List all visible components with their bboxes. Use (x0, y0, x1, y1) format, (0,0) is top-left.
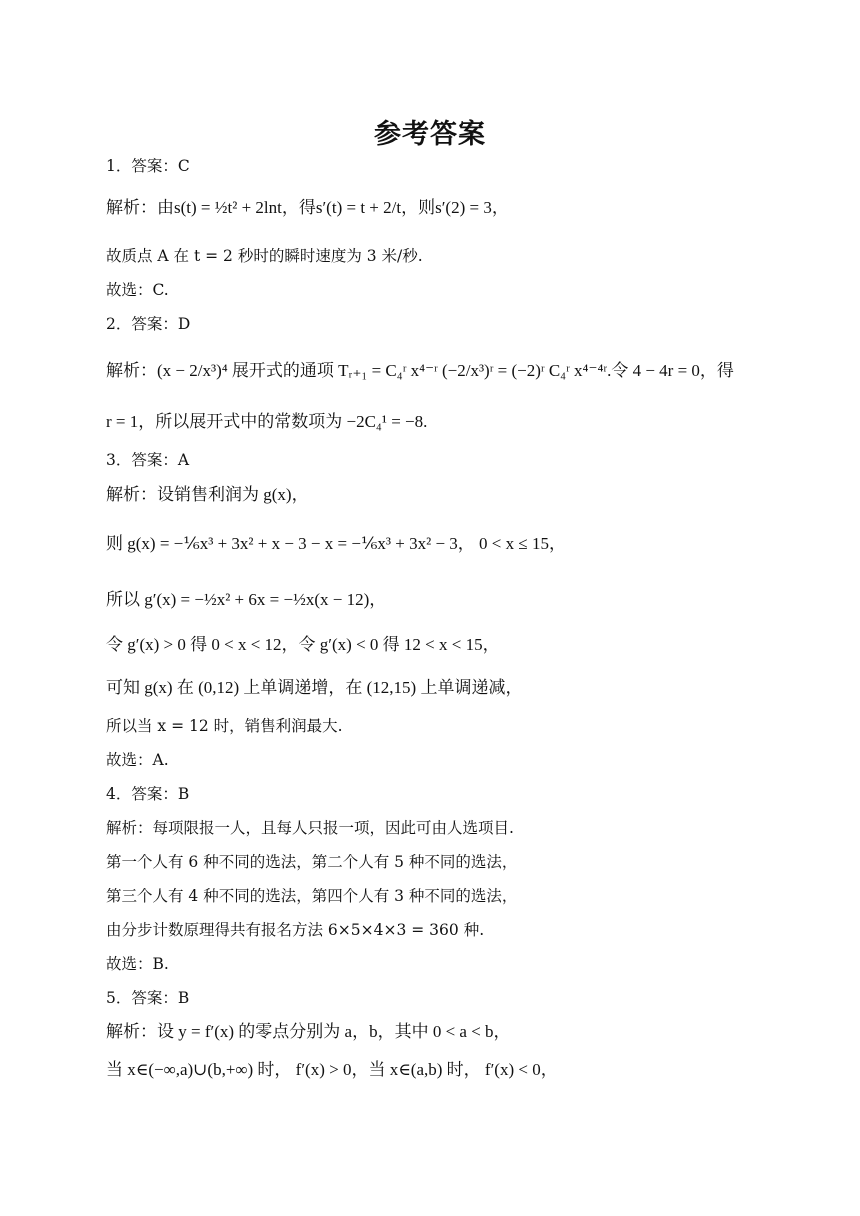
solution-4-line-1: 解析：每项限报一人，且每人只报一项，因此可由人选项目. (106, 819, 514, 837)
answer-5-label: 5．答案：B (106, 989, 190, 1007)
solution-2-line-2: r = 1，所以展开式中的常数项为 −2C₄¹ = −8. (106, 412, 428, 431)
solution-4-choice: 故选：B. (106, 955, 169, 973)
solution-1-line-1: 解析：由s(t) = ½t² + 2lnt，得s′(t) = t + 2/t，则s′(2) = 3， (106, 198, 509, 217)
solution-3-line-3: 所以 g′(x) = −½x² + 6x = −½x(x − 12)， (106, 590, 387, 609)
solution-3-choice: 故选：A. (106, 751, 169, 769)
solution-1-choice: 故选：C. (106, 281, 169, 299)
solution-3-line-6: 所以当 x = 12 时，销售利润最大. (106, 717, 343, 735)
solution-3-line-4: 令 g′(x) > 0 得 0 < x < 12，令 g′(x) < 0 得 12 < x < 15， (106, 635, 500, 654)
solution-2-line-1: 解析：(x − 2/x³)⁴ 展开式的通项 Tᵣ₊₁ = C₄ʳ x⁴⁻ʳ (−2/x³)ʳ = (−2)ʳ C₄ʳ x⁴⁻⁴ʳ.令 4 − 4r = 0，得 (106, 361, 734, 380)
page-title: 参考答案 (374, 119, 486, 150)
solution-5-line-2: 当 x∈(−∞,a)∪(b,+∞) 时， f′(x) > 0，当 x∈(a,b) 时， f′(x) < 0， (106, 1060, 558, 1079)
solution-1-line-2: 故质点 A 在 t = 2 秒时的瞬时速度为 3 米/秒. (106, 247, 423, 265)
answer-2-label: 2．答案：D (106, 315, 191, 333)
solution-4-line-2: 第一个人有 6 种不同的选法，第二个人有 5 种不同的选法， (106, 853, 518, 871)
solution-4-line-4: 由分步计数原理得共有报名方法 6×5×4×3 = 360 种. (106, 921, 485, 939)
answer-4-label: 4．答案：B (106, 785, 190, 803)
solution-3-line-5: 可知 g(x) 在 (0,12) 上单调递增，在 (12,15) 上单调递减， (106, 678, 523, 697)
solution-3-line-2: 则 g(x) = −⅙x³ + 3x² + x − 3 − x = −⅙x³ + 3x² − 3， 0 < x ≤ 15， (106, 534, 566, 553)
answer-1-label: 1．答案：C (106, 157, 190, 175)
answer-3-label: 3．答案：A (106, 451, 190, 469)
solution-5-line-1: 解析：设 y = f′(x) 的零点分别为 a，b，其中 0 < a < b， (106, 1022, 511, 1041)
solution-3-line-1: 解析：设销售利润为 g(x)， (106, 485, 309, 504)
solution-4-line-3: 第三个人有 4 种不同的选法，第四个人有 3 种不同的选法， (106, 887, 518, 905)
